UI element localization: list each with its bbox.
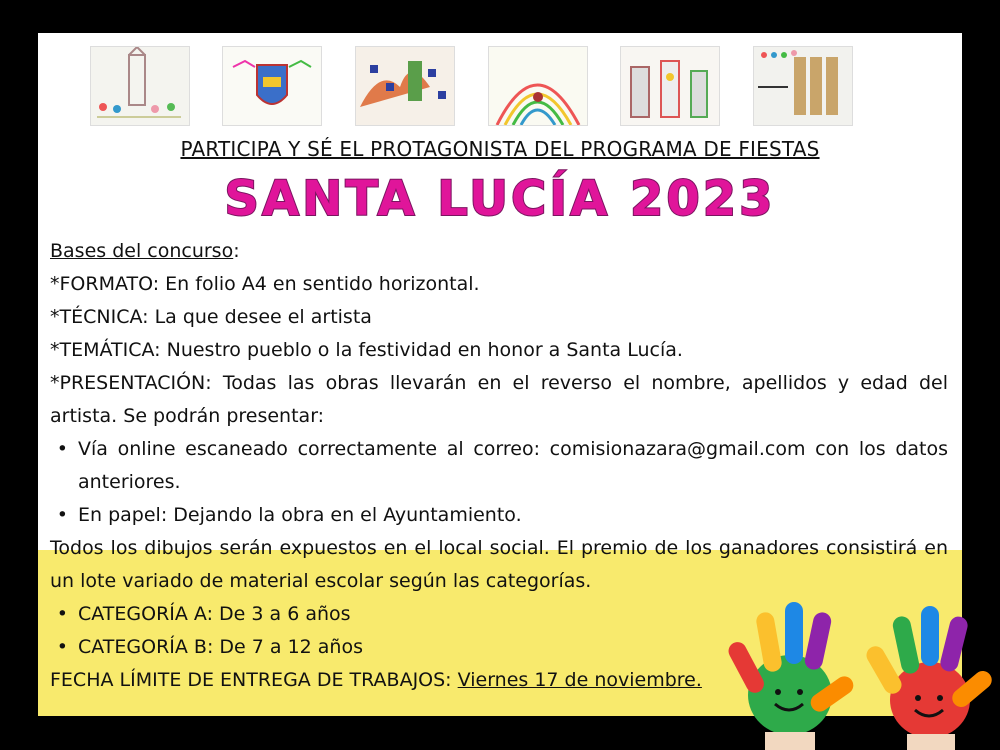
contest-subtitle: PARTICIPA Y SÉ EL PROTAGONISTA DEL PROGRAMA DE FIESTAS [180,137,820,161]
bullet-icon: • [56,603,68,625]
child-drawing-2 [222,46,322,126]
category-b: • CATEGORÍA B: De 7 a 12 años [50,631,948,664]
child-drawing-6 [753,46,853,126]
child-drawing-1 [90,46,190,126]
bullet-icon: • [56,636,68,658]
child-drawing-4 [488,46,588,126]
presentation-option-online: • Vía online escaneado correctamente al correo: comisionazara@gmail.com con los datos anteriores. [50,433,948,499]
event-title: SANTA LUCÍA 2023 [224,171,776,227]
painted-hands-illustration [715,600,1000,750]
category-a: • CATEGORÍA A: De 3 a 6 años [50,598,948,631]
presentation-option-paper: • En papel: Dejando la obra en el Ayuntamiento. [50,499,948,532]
child-drawing-3 [355,46,455,126]
right-hand-icon [863,606,995,750]
left-hand-icon [725,602,856,750]
deadline: FECHA LÍMITE DE ENTREGA DE TRABAJOS: Viernes 17 de noviembre. [50,669,702,691]
child-drawing-5 [620,46,720,126]
rules-heading: Bases del concurso: [50,240,240,262]
rule-presentation: *PRESENTACIÓN: Todas las obras llevarán en el reverso el nombre, apellidos y edad del artista. Se podrán presentar: [50,372,948,427]
rule-technique: *TÉCNICA: La que desee el artista [50,306,372,328]
prize-description: Todos los dibujos serán expuestos en el local social. El premio de los ganadores consistirá en un lote variado de material escolar según las categorías. [50,537,948,592]
rule-format: *FORMATO: En folio A4 en sentido horizontal. [50,273,480,295]
deadline-date: Viernes 17 de noviembre. [457,669,702,691]
rule-theme: *TEMÁTICA: Nuestro pueblo o la festividad en honor a Santa Lucía. [50,339,683,361]
bullet-icon: • [56,438,68,460]
drawing-thumbnails [90,46,910,126]
bullet-icon: • [56,504,68,526]
